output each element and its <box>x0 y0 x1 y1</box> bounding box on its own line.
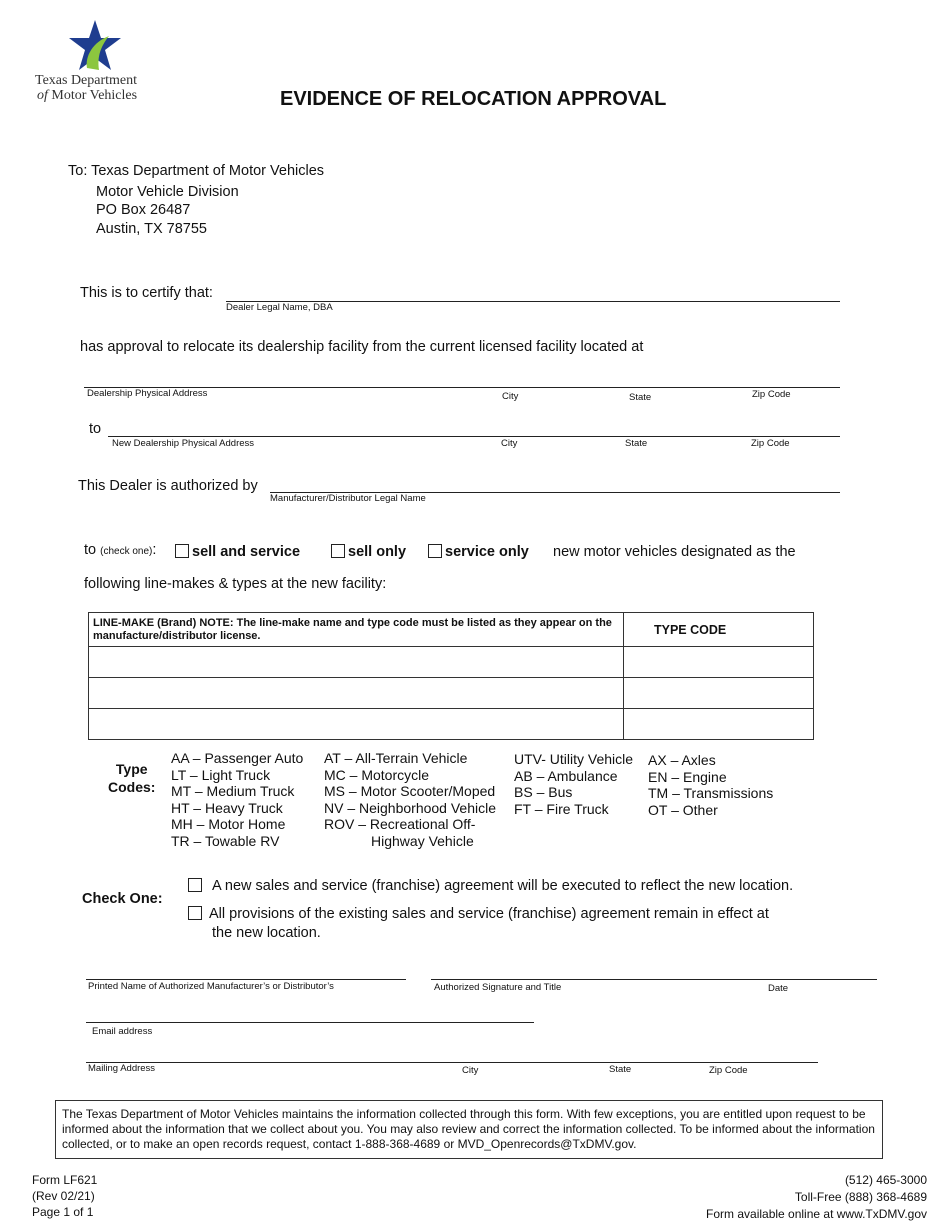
sell-only-checkbox[interactable] <box>331 544 345 558</box>
dealer-name-caption: Dealer Legal Name, DBA <box>226 302 333 313</box>
type-code-item: TR – Towable RV <box>171 832 280 849</box>
new-zip-caption: Zip Code <box>751 438 790 449</box>
type-code-item: UTV- Utility Vehicle <box>514 751 634 767</box>
options-row <box>84 542 156 558</box>
type-code-item: MC – Motorcycle <box>324 766 430 783</box>
type-codes-label-2: Codes: <box>108 779 156 795</box>
footer-right <box>706 1172 927 1223</box>
current-zip-caption: Zip Code <box>752 389 791 400</box>
type-code-item: LT – Light Truck <box>171 766 271 783</box>
privacy-notice: The Texas Department of Motor Vehicles maintains the information collected through this form. With few exceptions, you are entitled upon request to be informed about the information that we collect about you. You may also review and correct the information collected. To be informed about the information collected, or to make an open records request, contact 1-888-368-4689 or MVD_Openrecords@TxDMV.gov. <box>55 1100 883 1159</box>
sell-only-label: sell only <box>348 544 407 560</box>
check-one-label: Check One: <box>82 891 163 907</box>
footer-left <box>32 1172 97 1220</box>
authorized-label: This Dealer is authorized by <box>78 478 258 494</box>
tollfree-number: Toll-Free (888) 368-4689 <box>794 1190 927 1204</box>
mailing-city-caption: City <box>462 1065 479 1076</box>
type-code-header: TYPE CODE <box>624 613 814 647</box>
logo-line2 <box>37 88 137 104</box>
printed-name-caption: Printed Name of Authorized Manufacturer’s or Distributor’s <box>88 981 334 992</box>
type-code-item: Highway Vehicle <box>371 832 474 849</box>
form-revision: (Rev 02/21) <box>32 1189 95 1203</box>
type-code-cell[interactable] <box>624 709 814 740</box>
type-codes-label <box>108 760 155 796</box>
type-code-item: TM – Transmissions <box>648 785 774 801</box>
logo-line2-prefix: of <box>37 88 48 103</box>
type-code-item: MS – Motor Scooter/Moped <box>324 783 496 799</box>
new-agreement-checkbox[interactable] <box>188 878 202 892</box>
type-code-item: EN – Engine <box>648 768 727 785</box>
form-number: Form LF621 <box>32 1173 98 1187</box>
current-city-caption: City <box>502 391 519 402</box>
type-codes-col3 <box>514 751 633 817</box>
printed-name-field[interactable] <box>86 979 406 980</box>
signature-field[interactable] <box>431 979 877 980</box>
type-code-item: ROV – Recreational Off- <box>324 816 476 832</box>
date-caption: Date <box>768 983 789 994</box>
type-codes-col2 <box>324 750 496 849</box>
service-only-option[interactable] <box>428 544 529 560</box>
mailing-zip-caption: Zip Code <box>709 1065 748 1076</box>
current-address-caption: Dealership Physical Address <box>87 388 208 399</box>
line-make-cell[interactable] <box>89 709 624 740</box>
options-suffix: new motor vehicles designated as the <box>553 544 796 560</box>
mailing-address-caption: Mailing Address <box>88 1063 156 1074</box>
line-make-table <box>88 612 814 740</box>
line-make-cell[interactable] <box>89 678 624 709</box>
sell-and-service-label: sell and service <box>192 544 301 560</box>
signature-caption: Authorized Signature and Title <box>434 982 562 993</box>
address-line2: Motor Vehicle Division <box>96 184 239 200</box>
email-caption: Email address <box>92 1026 153 1037</box>
form-online: Form available online at www.TxDMV.gov <box>706 1207 927 1221</box>
type-code-cell[interactable] <box>624 678 814 709</box>
address-line4: Austin, TX 78755 <box>96 221 207 237</box>
type-code-item: AX – Axles <box>648 752 716 768</box>
sell-only-option[interactable] <box>331 544 406 560</box>
certify-label: This is to certify that: <box>80 285 213 301</box>
options-check-one: (check one) <box>100 546 153 557</box>
type-code-item: OT – Other <box>648 801 718 818</box>
mailing-address-field[interactable] <box>86 1062 818 1063</box>
type-code-item: AA – Passenger Auto <box>171 750 304 766</box>
line-make-cell[interactable] <box>89 647 624 678</box>
to-line: To: Texas Department of Motor Vehicles <box>68 163 325 179</box>
line-make-header: LINE-MAKE (Brand) NOTE: The line-make name and type code must be listed as they appear on the manufacture/distributor license. <box>89 613 624 647</box>
existing-agreement-label-2: the new location. <box>212 925 321 941</box>
existing-agreement-label-1: All provisions of the existing sales and service (franchise) agreement remain in effect at <box>209 906 769 922</box>
approval-text: has approval to relocate its dealership facility from the current licensed facility located at <box>80 339 644 355</box>
type-code-item: HT – Heavy Truck <box>171 799 283 816</box>
to-label: to <box>89 421 102 437</box>
star-logo-icon <box>65 18 125 74</box>
existing-agreement-option[interactable] <box>188 906 769 922</box>
new-state-caption: State <box>625 438 648 449</box>
options-line2: following line-makes & types at the new facility: <box>84 576 387 592</box>
email-field[interactable] <box>86 1022 534 1023</box>
type-code-item: FT – Fire Truck <box>514 800 609 817</box>
mailing-state-caption: State <box>609 1064 632 1075</box>
type-code-item: MT – Medium Truck <box>171 783 295 799</box>
type-code-item: AT – All-Terrain Vehicle <box>324 750 468 766</box>
options-to: to <box>84 542 97 558</box>
page-title: EVIDENCE OF RELOCATION APPROVAL <box>280 88 667 110</box>
service-only-checkbox[interactable] <box>428 544 442 558</box>
new-address-field[interactable] <box>108 436 840 437</box>
new-agreement-label: A new sales and service (franchise) agreement will be executed to reflect the new location. <box>212 878 794 894</box>
type-code-cell[interactable] <box>624 647 814 678</box>
logo-line2-rest: Motor Vehicles <box>47 88 138 103</box>
manufacturer-name-caption: Manufacturer/Distributor Legal Name <box>270 493 426 504</box>
page-number: Page 1 of 1 <box>32 1205 94 1219</box>
type-code-item: NV – Neighborhood Vehicle <box>324 799 497 816</box>
sell-and-service-option[interactable] <box>175 544 300 560</box>
existing-agreement-checkbox[interactable] <box>188 906 202 920</box>
address-line3: PO Box 26487 <box>96 202 191 218</box>
logo-line1: Texas Department <box>35 73 138 88</box>
type-code-item: BS – Bus <box>514 784 573 800</box>
type-codes-col1 <box>171 750 303 849</box>
sell-and-service-checkbox[interactable] <box>175 544 189 558</box>
type-code-item: MH – Motor Home <box>171 816 286 832</box>
options-colon: : <box>152 542 157 558</box>
service-only-label: service only <box>445 544 529 560</box>
txdmv-logo <box>30 18 160 108</box>
new-city-caption: City <box>501 438 518 449</box>
new-address-caption: New Dealership Physical Address <box>112 438 255 449</box>
new-agreement-option[interactable] <box>188 878 793 894</box>
type-codes-col4 <box>648 752 773 818</box>
phone-number: (512) 465-3000 <box>844 1173 927 1187</box>
current-state-caption: State <box>629 392 652 403</box>
type-codes-label-1: Type <box>115 761 148 777</box>
type-code-item: AB – Ambulance <box>514 767 618 784</box>
